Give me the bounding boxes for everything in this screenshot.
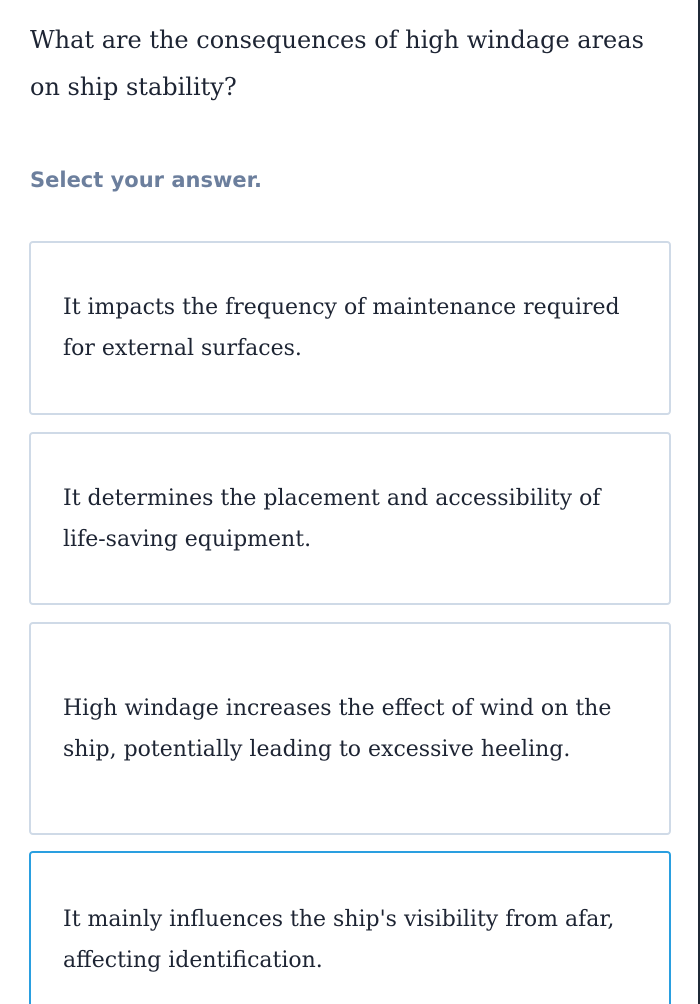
answer-option-2-label: It determines the placement and accessibility of life-saving equipment. [63, 485, 601, 552]
answer-option-3-label: High windage increases the effect of wind on the ship, potentially leading to excessive heeling. [63, 695, 612, 762]
answer-options-list [29, 241, 671, 1004]
answer-option-1-label: It impacts the frequency of maintenance required for external surfaces. [63, 295, 620, 361]
answer-option-3[interactable] [29, 622, 671, 835]
answer-instruction: Select your answer. [30, 168, 262, 192]
answer-option-2[interactable] [29, 432, 671, 605]
answer-option-1[interactable] [29, 241, 671, 415]
answer-option-4-label: It mainly influences the ship's visibility from afar, affecting identification. [63, 907, 615, 973]
question-text: What are the consequences of high windage areas on ship stability? [30, 26, 644, 101]
answer-option-4[interactable] [29, 851, 671, 1004]
